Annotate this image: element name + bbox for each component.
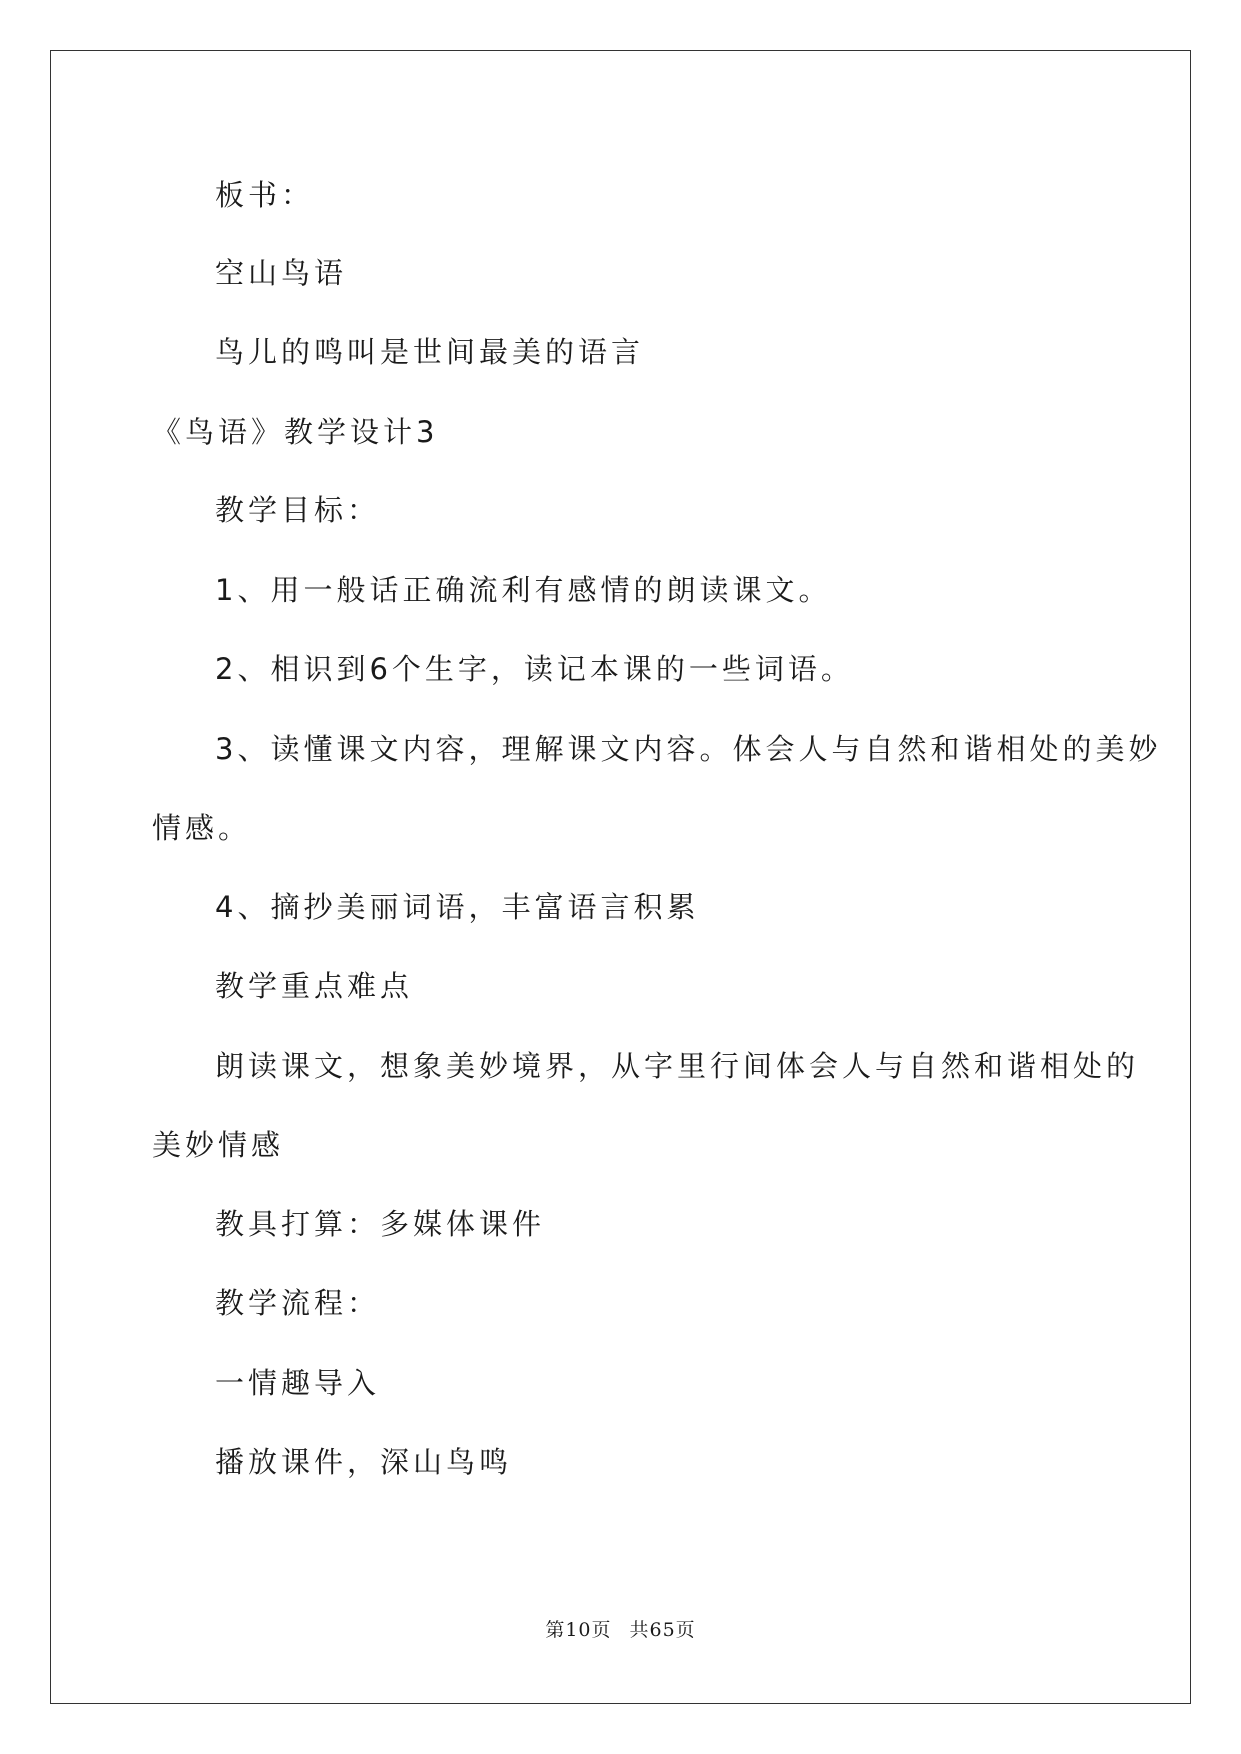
procedure-heading: 教学流程： [215, 1286, 381, 1320]
board-subtitle: 鸟儿的鸣叫是世间最美的语言 [215, 335, 645, 369]
objective-1: 1、用一般话正确流利有感情的朗读课文。 [215, 573, 832, 607]
page-footer [0, 1617, 1241, 1643]
current-page-number: 第10页 [545, 1619, 612, 1641]
key-points-text-continued: 美妙情感 [152, 1128, 285, 1162]
objectives-heading: 教学目标： [215, 493, 381, 527]
key-points-text: 朗读课文，想象美妙境界，从字里行间体会人与自然和谐相处的 [215, 1049, 1140, 1083]
step-1-text: 播放课件，深山鸟鸣 [215, 1445, 513, 1479]
total-pages: 共65页 [629, 1619, 696, 1641]
board-writing-label: 板书： [215, 178, 315, 212]
board-title: 空山鸟语 [215, 256, 348, 290]
section-heading: 《鸟语》教学设计3 [152, 415, 439, 449]
objective-4: 4、摘抄美丽词语，丰富语言积累 [215, 890, 700, 924]
objective-3-continued: 情感。 [152, 811, 252, 845]
key-points-heading: 教学重点难点 [215, 969, 414, 1003]
objective-2: 2、相识到6个生字，读记本课的一些词语。 [215, 652, 854, 686]
step-1-heading: 一情趣导入 [215, 1366, 381, 1400]
objective-3: 3、读懂课文内容，理解课文内容。体会人与自然和谐相处的美妙 [215, 732, 1162, 766]
teaching-aids: 教具打算：多媒体课件 [215, 1207, 546, 1241]
